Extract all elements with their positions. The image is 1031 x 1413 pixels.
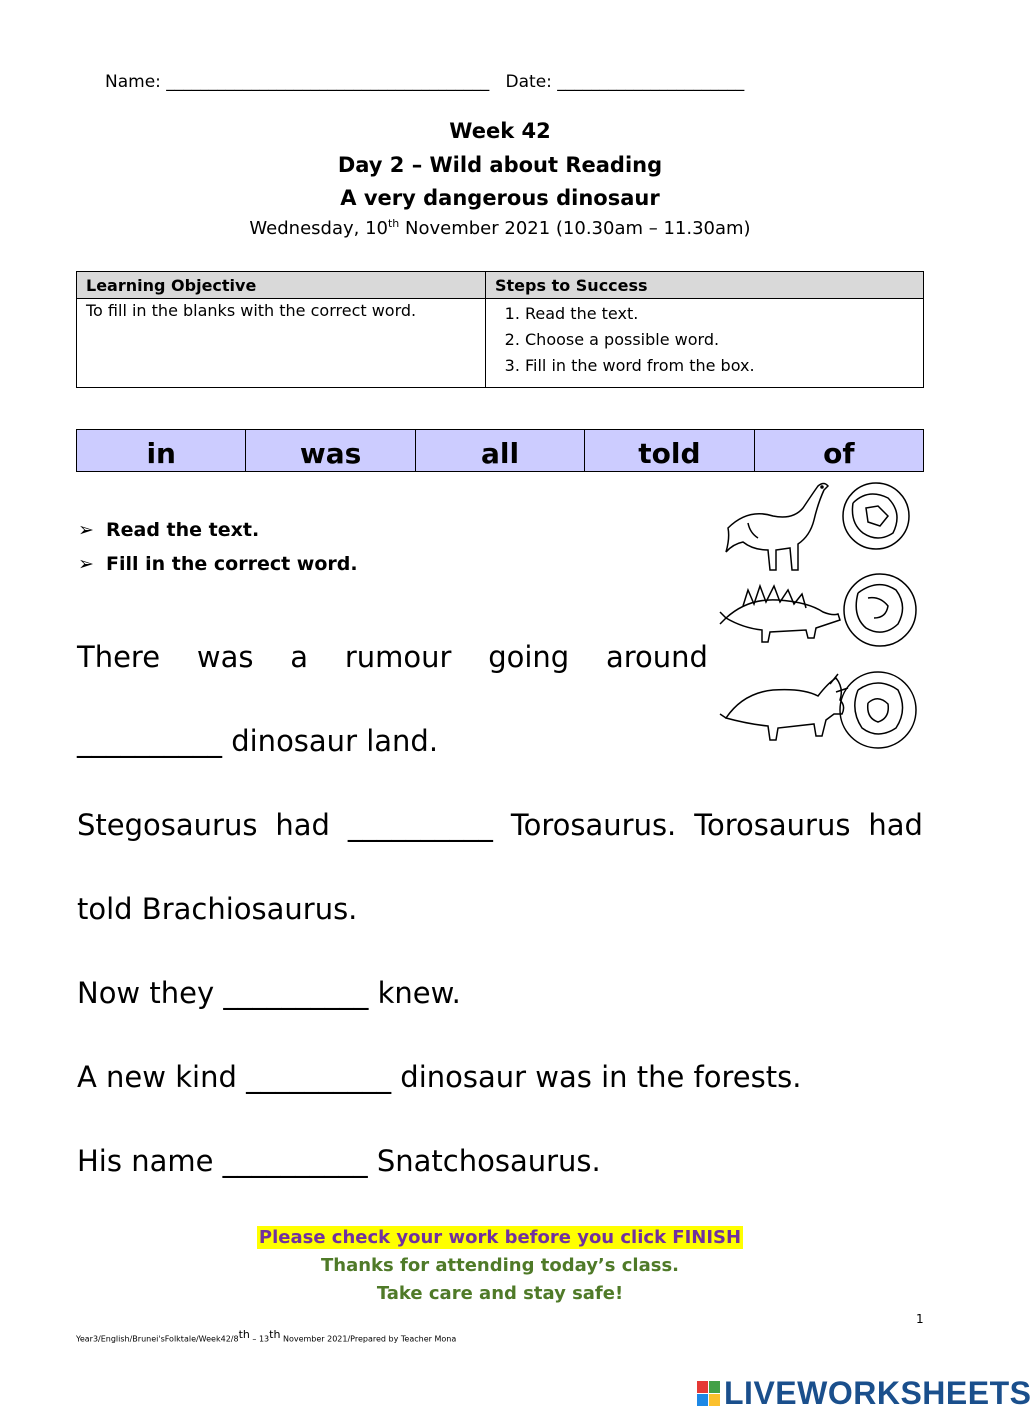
step-item: 2. Choose a possible word. <box>525 327 914 353</box>
passage-line-6[interactable]: A new kind __________ dinosaur was in the forests. <box>77 1060 802 1094</box>
passage-word: Stegosaurus <box>77 808 258 842</box>
passage-word: Torosaurus <box>694 808 851 842</box>
steps-header: Steps to Success <box>486 272 924 299</box>
instruction-text: Fill in the correct word. <box>106 553 358 575</box>
footer-reference <box>76 1328 456 1344</box>
word-bank <box>76 429 924 472</box>
footer-ref-mid: – 13 <box>249 1334 270 1344</box>
passage-word: Torosaurus. <box>510 808 677 842</box>
passage-line-7[interactable]: His name __________ Snatchosaurus. <box>77 1144 601 1178</box>
day-title: Day 2 – Wild about Reading <box>337 153 663 177</box>
passage-word: around <box>605 640 708 674</box>
passage-word: was <box>196 640 254 674</box>
word-bank-item: in <box>77 430 246 471</box>
passage-word: a <box>290 640 309 674</box>
passage-line-4: told Brachiosaurus. <box>77 892 358 926</box>
date-sup: th <box>387 217 400 230</box>
footer-ref-sup: th <box>269 1328 281 1341</box>
footer-ref-prefix: Year3/English/Brunei'sFolktale/Week42/8 <box>76 1334 239 1344</box>
liveworksheets-logo[interactable] <box>697 1375 1031 1412</box>
name-date-line <box>105 72 744 92</box>
triceratops-drawing <box>720 674 848 740</box>
passage-word: going <box>488 640 570 674</box>
steps-cell <box>486 299 924 388</box>
arrow-bullet-icon: ➢ <box>78 519 94 541</box>
arrow-bullet-icon: ➢ <box>78 553 94 575</box>
passage-word: rumour <box>344 640 452 674</box>
word-bank-item: of <box>823 437 855 470</box>
word-bank-item: told <box>585 430 754 471</box>
blank-answer-field[interactable]: __________ <box>347 808 493 842</box>
instruction-item <box>78 553 358 575</box>
footer-ref-sup: th <box>238 1328 250 1341</box>
objective-header: Learning Objective <box>77 272 486 299</box>
passage-word: There <box>77 640 161 674</box>
check-work-note <box>0 1227 1000 1248</box>
page-number: 1 <box>916 1312 924 1326</box>
brand-name: LIVEWORKSHEETS <box>724 1375 1031 1411</box>
objective-text: To fill in the blanks with the correct word. <box>77 299 486 388</box>
lesson-date <box>0 217 1000 239</box>
thanks-note: Thanks for attending today’s class. <box>321 1255 679 1276</box>
name-blank[interactable]: ______________________________________ <box>166 72 490 92</box>
step-item: 1. Read the text. <box>525 301 914 327</box>
passage-line-3 <box>77 808 923 842</box>
passage-line-1 <box>77 640 708 674</box>
passage-word: had <box>275 808 330 842</box>
step-item: 3. Fill in the word from the box. <box>525 353 914 379</box>
check-work-text: Please check your work before you click FINISH <box>258 1227 742 1248</box>
date-blank[interactable]: ______________________ <box>557 72 745 92</box>
word-bank-item: was <box>246 430 415 471</box>
name-label: Name: <box>105 72 161 92</box>
instruction-item <box>78 519 259 541</box>
dinosaur-illustration <box>718 478 928 758</box>
week-title: Week 42 <box>449 119 551 143</box>
date-label: Date: <box>505 72 552 92</box>
brachiosaurus-drawing <box>726 484 828 571</box>
passage-word: had <box>868 808 923 842</box>
liveworksheets-badge-icon <box>697 1381 721 1407</box>
care-note: Take care and stay safe! <box>376 1283 624 1304</box>
stegosaurus-drawing <box>720 586 840 642</box>
date-suffix: November 2021 (10.30am – 11.30am) <box>399 218 751 239</box>
footer-ref-suffix: November 2021/Prepared by Teacher Mona <box>280 1334 457 1344</box>
instruction-text: Read the text. <box>106 519 260 541</box>
word-bank-item: all <box>416 430 585 471</box>
date-prefix: Wednesday, 10 <box>249 218 388 239</box>
passage-line-5[interactable]: Now they __________ knew. <box>77 976 461 1010</box>
story-title: A very dangerous dinosaur <box>340 186 660 210</box>
objective-table <box>76 271 924 388</box>
passage-line-2[interactable]: __________ dinosaur land. <box>77 724 439 758</box>
